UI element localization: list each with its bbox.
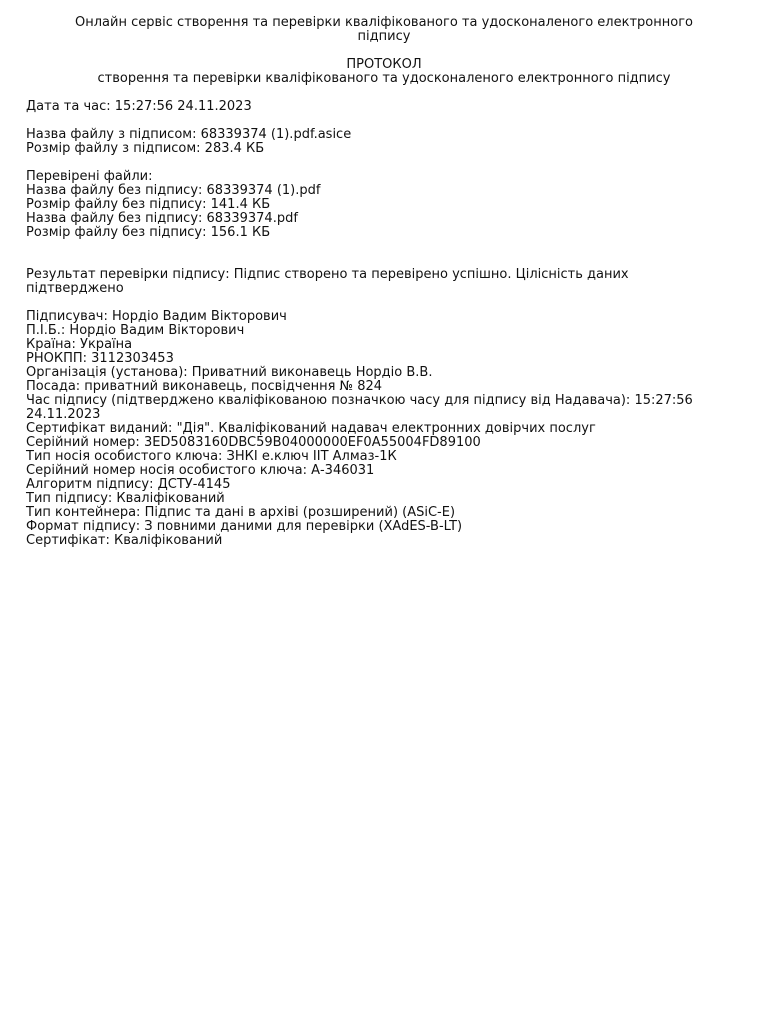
verified-file-name: Назва файлу без підпису: 68339374.pdf bbox=[26, 211, 298, 226]
serial-number-line: Серійний номер: 3ED5083160DBC59B04000000EF0A55004FD89100 bbox=[26, 435, 481, 450]
position-line: Посада: приватний виконавець, посвідчення № 824 bbox=[26, 379, 383, 394]
protocol-heading: ПРОТОКОЛ bbox=[346, 57, 422, 72]
service-title-line1: Онлайн сервіс створення та перевірки кваліфікованого та удосконаленого електронного bbox=[75, 15, 693, 30]
verified-files-heading: Перевірені файли: bbox=[26, 169, 153, 184]
certificate-line: Сертифікат: Кваліфікований bbox=[26, 533, 223, 548]
signing-time-line: Час підпису (підтверджено кваліфікованою позначкою часу для підпису від Надавача): 15:27:56 bbox=[26, 393, 693, 408]
full-name-line: П.І.Б.: Нордіо Вадим Вікторович bbox=[26, 323, 245, 338]
signature-type-line: Тип підпису: Кваліфікований bbox=[26, 491, 225, 506]
verified-file-name: Назва файлу без підпису: 68339374 (1).pdf bbox=[26, 183, 321, 198]
certificate-issuer-line: Сертифікат виданий: "Дія". Кваліфікований надавач електронних довірчих послуг bbox=[26, 421, 596, 436]
key-media-serial-line: Серійний номер носія особистого ключа: А-346031 bbox=[26, 463, 375, 478]
signature-algorithm-line: Алгоритм підпису: ДСТУ-4145 bbox=[26, 477, 231, 492]
tax-id-line: РНОКПП: 3112303453 bbox=[26, 351, 174, 366]
protocol-subheading: створення та перевірки кваліфікованого та удосконаленого електронного підпису bbox=[97, 71, 671, 86]
signed-file-name: Назва файлу з підписом: 68339374 (1).pdf.asice bbox=[26, 127, 352, 142]
organization-line: Організація (установа): Приватний виконавець Нордіо В.В. bbox=[26, 365, 433, 380]
signing-time-date-line: 24.11.2023 bbox=[26, 407, 101, 422]
signer-line: Підписувач: Нордіо Вадим Вікторович bbox=[26, 309, 287, 324]
verification-result-line1: Результат перевірки підпису: Підпис створено та перевірено успішно. Цілісність даних bbox=[26, 267, 629, 282]
country-line: Країна: Україна bbox=[26, 337, 133, 352]
signature-format-line: Формат підпису: З повними даними для перевірки (XAdES-B-LT) bbox=[26, 519, 463, 534]
verified-file-size: Розмір файлу без підпису: 141.4 КБ bbox=[26, 197, 271, 212]
datetime-line: Дата та час: 15:27:56 24.11.2023 bbox=[26, 99, 252, 114]
signed-file-size: Розмір файлу з підписом: 283.4 КБ bbox=[26, 141, 265, 156]
verification-result-line2: підтверджено bbox=[26, 281, 124, 296]
service-title-line2: підпису bbox=[357, 29, 411, 44]
key-media-type-line: Тип носія особистого ключа: ЗНКІ е.ключ ІІТ Алмаз-1К bbox=[26, 449, 397, 464]
container-type-line: Тип контейнера: Підпис та дані в архіві (розширений) (ASiC-E) bbox=[26, 505, 456, 520]
verified-file-size: Розмір файлу без підпису: 156.1 КБ bbox=[26, 225, 271, 240]
